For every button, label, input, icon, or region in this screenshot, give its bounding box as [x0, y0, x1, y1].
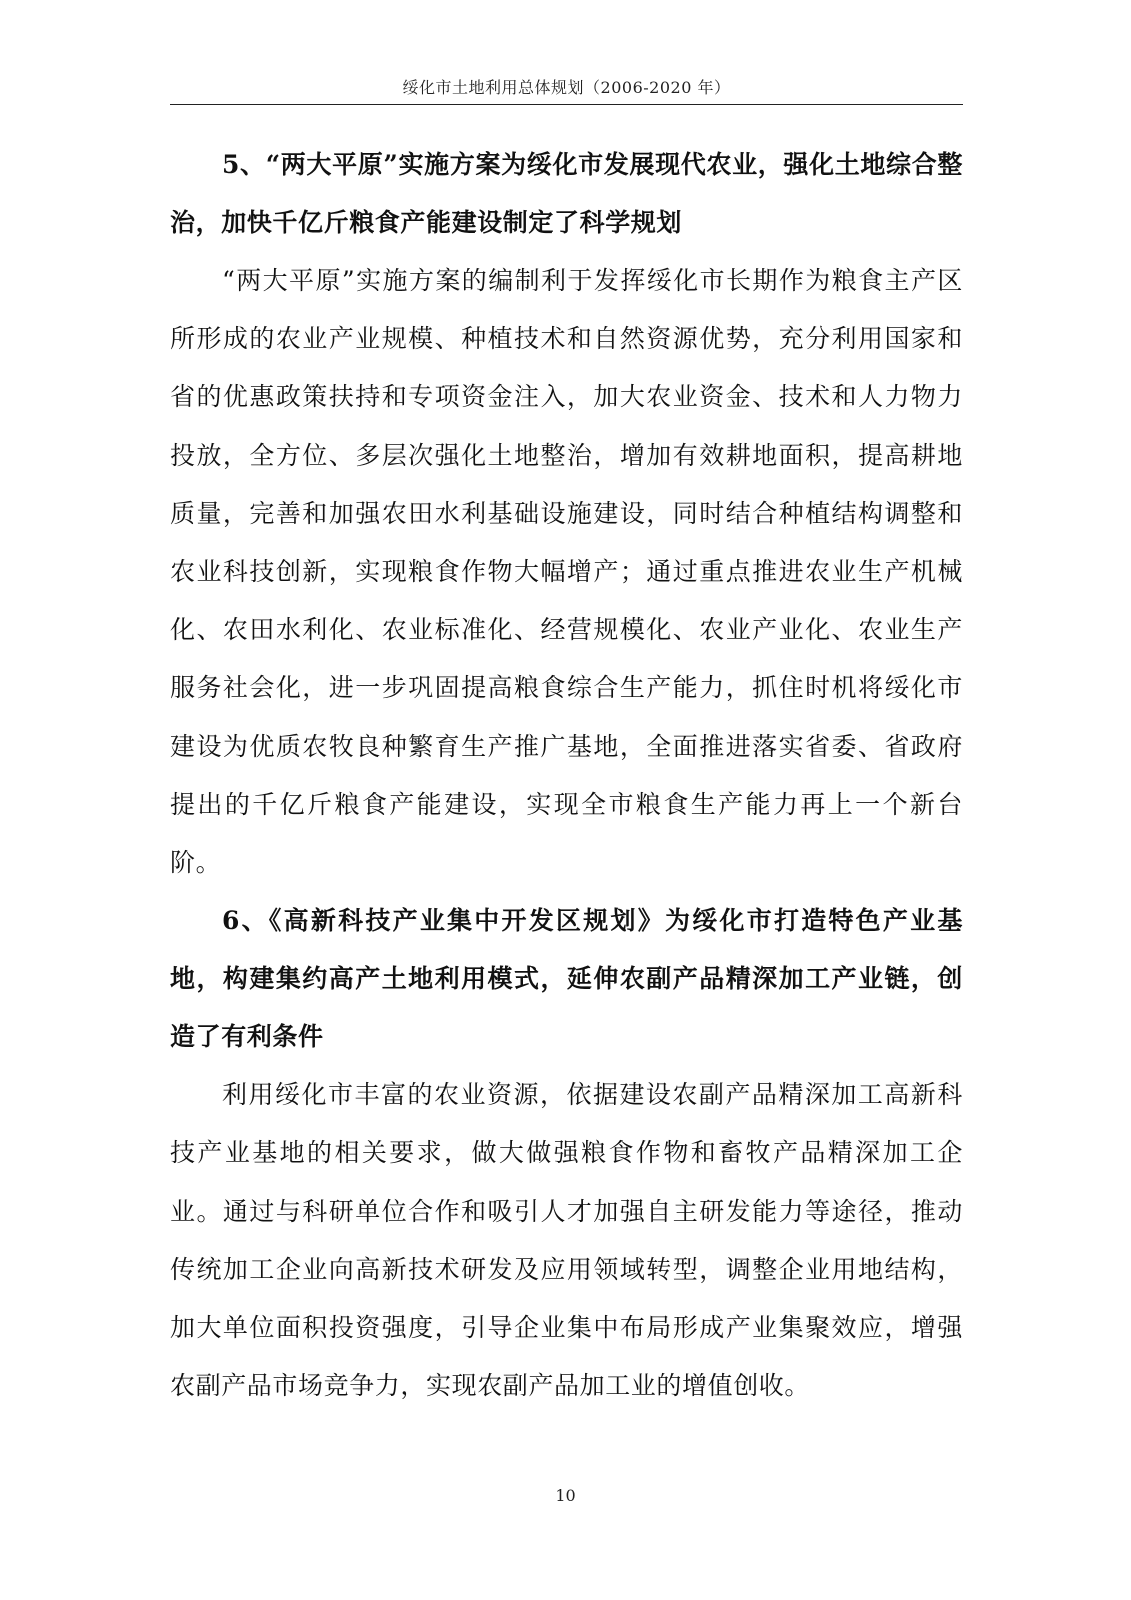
- section-paragraph-6: 利用绥化市丰富的农业资源，依据建设农副产品精深加工高新科技产业基地的相关要求，做大做强粮食作物和畜牧产品精深加工企业。通过与科研单位合作和吸引人才加强自主研发能力等途径，推动传统加工企业向高新技术研发及应用领域转型，调整企业用地结构，加大单位面积投资强度，引导企业集中布局形成产业集聚效应，增强农副产品市场竞争力，实现农副产品加工业的增值创收。: [170, 1080, 963, 1401]
- document-body: [170, 136, 963, 1415]
- section-heading-5: 5、“两大平原”实施方案为绥化市发展现代农业，强化土地综合整治，加快千亿斤粮食产能建设制定了科学规划: [170, 150, 963, 237]
- running-header: 绥化市土地利用总体规划（2006-2020 年）: [402, 78, 731, 97]
- section-paragraph-5: “两大平原”实施方案的编制利于发挥绥化市长期作为粮食主产区所形成的农业产业规模、种植技术和自然资源优势，充分利用国家和省的优惠政策扶持和专项资金注入，加大农业资金、技术和人力物力投放，全方位、多层次强化土地整治，增加有效耕地面积，提高耕地质量，完善和加强农田水利基础设施建设，同时结合种植结构调整和农业科技创新，实现粮食作物大幅增产；通过重点推进农业生产机械化、农田水利化、农业标准化、经营规模化、农业产业化、农业生产服务社会化，进一步巩固提高粮食综合生产能力，抓住时机将绥化市建设为优质农牧良种繁育生产推广基地，全面推进落实省委、省政府提出的千亿斤粮食产能建设，实现全市粮食生产能力再上一个新台阶。: [170, 266, 963, 878]
- header-divider: [170, 104, 963, 105]
- section-heading-6: 6、《高新科技产业集中开发区规划》为绥化市打造特色产业基地，构建集约高产土地利用模式，延伸农副产品精深加工产业链，创造了有利条件: [170, 906, 963, 1052]
- page-number: 10: [555, 1486, 576, 1505]
